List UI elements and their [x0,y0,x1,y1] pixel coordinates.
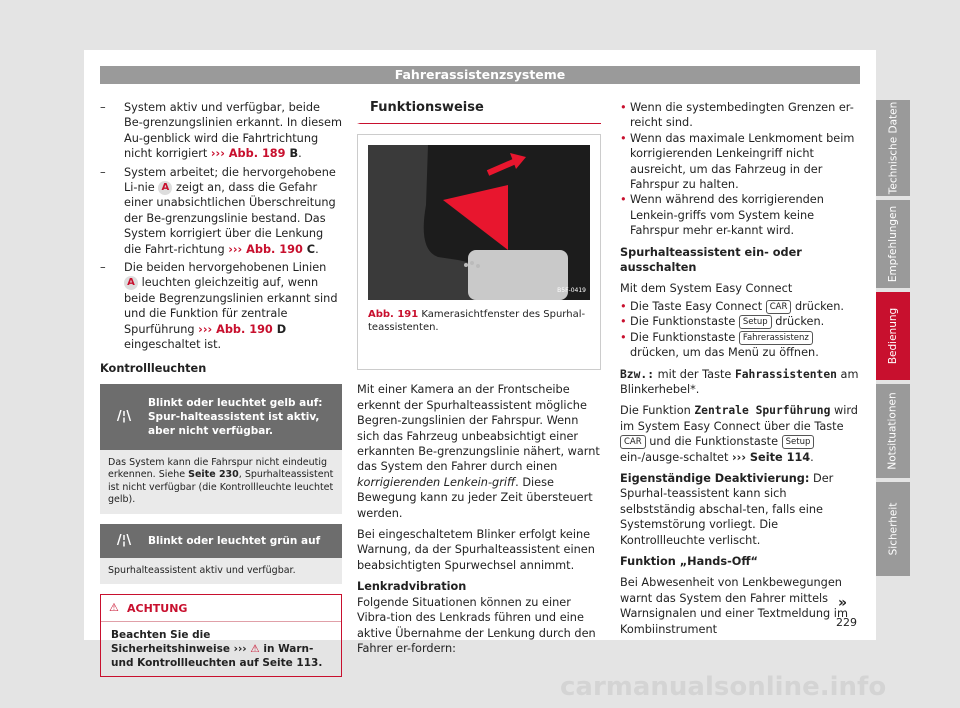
lane-assist-icon: /¦\ [116,532,132,548]
subheading: Spurhalteassistent ein- oder ausschalten [620,245,802,275]
column-middle [357,95,601,662]
lamp-description: Das System kann die Fahrspur nicht eindeutig erkennen. Siehe Seite 230, Spurhalteassistent ist nicht verfügbar (die Kontrollleuchte leuchtet gelb). [100,450,342,514]
camera-window-image [368,145,590,300]
column-left [100,100,342,677]
fahrerassistenz-key[interactable]: Fahrerassistenz [739,331,813,345]
tab-notsituationen[interactable]: Notsituationen [876,384,910,478]
page-header: Fahrerassistenzsysteme [100,66,860,84]
paragraph: Mit einer Kamera an der Frontscheibe erkennt der Spurhalteassistent mögliche Begren-zungslinien der Fahrspur. Wenn sich das Fahrzeug unbeabsichtigt einer erkannten Be-grenzungslinie nähert, warnt das System den Fahrer durch einen korrigierenden Lenkein-griff. Diese Bewegung kann zu jeder Zeit übersteuert werden. [357,383,600,520]
setup-key[interactable]: Setup [739,315,772,329]
column-right [620,100,860,643]
lamp-description: Spurhalteassistent aktiv und verfügbar. [100,558,342,585]
list-item: – System aktiv und verfügbar, beide Be-grenzungslinien erkannt. In diesem Au-genblick wird die Fahrtrichtung nicht korrigiert ››› Abb. 189 B. [100,101,343,161]
lane-assist-icon: /¦\ [116,408,132,424]
subheading: Lenkradvibration [357,580,467,594]
bullet-item: • Die Funktionstaste Setup drücken. [620,315,825,329]
figure-link[interactable]: ››› Abb. 189 [210,147,286,161]
page-number: 229 [836,616,857,629]
paragraph: Die Funktion Zentrale Spurführung wird im System Easy Connect über die Taste CAR und die Funktionstaste Setup ein-/ausge-schaltet ››› Seite 114. [620,404,858,464]
lamp-header: /¦\ Blinkt oder leuchtet grün auf [100,524,342,558]
warning-triangle-icon: ⚠ [109,601,119,615]
figure-link[interactable]: ››› Abb. 190 [198,322,273,336]
warning-triangle-icon: ⚠ [250,642,260,655]
page-link[interactable]: Seite 230 [188,469,239,481]
callout-letter: A [124,276,138,290]
paragraph: Mit dem System Easy Connect [620,282,793,296]
chapter-tabs [876,100,910,580]
subheading: Funktion „Hands-Off“ [620,554,758,568]
paragraph: Bzw.: mit der Taste Fahrassistenten am Blinkerhebel*. [620,367,859,396]
bullet-item: • Wenn die systembedingten Grenzen er-reicht sind. [620,101,854,130]
bullet-item: • Die Funktionstaste Fahrerassistenz drücken, um das Menü zu öffnen. [620,330,819,360]
figure [357,134,601,370]
page-link[interactable]: in Warn- und Kontrollleuchten auf Seite 113. [111,642,323,669]
bullet-item: • Die Taste Easy Connect CAR drücken. [620,299,844,313]
car-key[interactable]: CAR [766,300,792,314]
callout-letter: A [158,181,172,195]
paragraph: Bei eingeschaltetem Blinker erfolgt keine Warnung, da der Spurhalteassistent einen beabsichtigten Spurwechsel annimmt. [357,528,595,572]
bullet-item: • Wenn das maximale Lenkmoment beim korrigierenden Lenkeingriff nicht ausreicht, um das Fahrzeug in der Fahrspur zu halten. [620,131,855,192]
section-title: Funktionsweise [357,95,601,124]
continue-arrow: » [838,595,848,611]
tab-empfehlungen[interactable]: Empfehlungen [876,200,910,288]
tab-bedienung[interactable]: Bedienung [876,292,910,380]
figure-link[interactable]: ››› Abb. 190 [228,242,303,256]
section-heading: Kontrollleuchten [100,361,207,375]
figure-caption: Abb. 191 Kamerasichtfenster des Spurhal-teassistenten. [368,309,586,334]
watermark: carmanualsonline.info [560,672,887,702]
page-link[interactable]: ››› Seite 114 [732,450,811,464]
setup-key[interactable]: Setup [782,435,815,449]
paragraph: Bei Abwesenheit von Lenkbewegungen warnt das System den Fahrer mittels Warnsignalen und einer Textmeldung im Kombiinstrument [620,576,848,636]
paragraph: Eigenständige Deaktivierung: Der Spurhal-teassistent kann sich selbstständig abschal-ten, falls eine Systemstörung vorliegt. Die Kontrollleuchte verlischt. [620,471,834,547]
car-key[interactable]: CAR [620,435,646,449]
bullet-item: • Wenn während des korrigierenden Lenkein-griffs vom System keine Fahrspur mehr er-kannt wird. [620,193,824,238]
tab-technische-daten[interactable]: Technische Daten [876,100,910,196]
lamp-header: /¦\ Blinkt oder leuchtet gelb auf: Spur-halteassistent ist aktiv, aber nicht verfügbar. [100,384,342,450]
figure-code: B5F-0419 [557,287,586,294]
list-item: – Die beiden hervorgehobenen Linien A leuchten gleichzeitig auf, wenn beide Begrenzungslinien erkannt sind und die Funktion für zentrale Spurführung ››› Abb. 190 D eingeschaltet ist. [100,261,338,352]
tab-sicherheit[interactable]: Sicherheit [876,482,910,576]
paragraph: Folgende Situationen können zu einer Vibra-tion des Lenkrads führen und eine aktive Übernahme der Lenkung durch den Fahrer er-fordern: [357,595,596,655]
warning-box: ⚠ ACHTUNG Beachten Sie die Sicherheitshinweise ››› ⚠ in Warn- und Kontrollleuchten auf Seite 113. [100,594,342,676]
list-item: – System arbeitet; die hervorgehobene Li-nie A zeigt an, dass die Gefahr einer unabsichtlichen Überschreitung der Be-grenzungslinie bestand. Das System korrigiert über die Lenkung die Fahrt-richtung ››› Abb. 190 C. [100,165,336,256]
